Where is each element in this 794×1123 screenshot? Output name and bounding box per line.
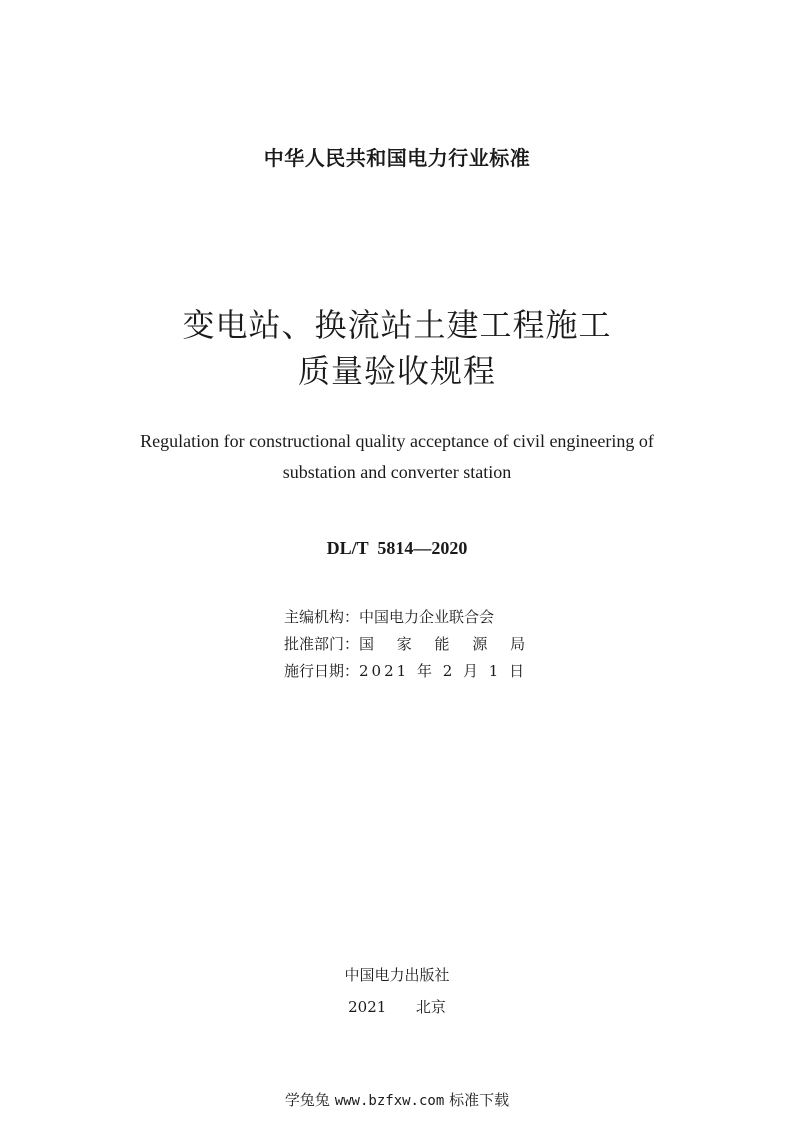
publication-meta <box>284 604 534 685</box>
title-zh-line-2: 质量验收规程 <box>297 352 496 390</box>
standard-number-text: DL/T 5814—2020 <box>326 538 468 558</box>
effective-date-value: 2021 年 2 月 1 日 <box>359 662 528 680</box>
approver-value: 国 家 能 源 局 <box>359 635 535 653</box>
document-title-en <box>0 426 794 488</box>
compiler-label: 主编机构： <box>284 608 360 626</box>
issuer-heading: 中华人民共和国电力行业标准 <box>263 146 531 170</box>
footer-prefix: 学兔兔 <box>284 1091 330 1109</box>
footer-url-link[interactable]: www.bzfxw.com <box>334 1093 445 1109</box>
effective-date-label: 施行日期： <box>284 662 360 680</box>
download-footer <box>0 1088 794 1113</box>
document-title-zh <box>0 302 794 394</box>
compiler-row <box>284 604 534 631</box>
title-en-line-2: substation and converter station <box>282 462 512 482</box>
title-en-line-1: Regulation for constructional quality acceptance of civil engineering of <box>140 431 654 451</box>
footer-suffix: 标准下载 <box>449 1091 510 1109</box>
publisher-name: 中国电力出版社 <box>344 966 450 984</box>
title-zh-line-1: 变电站、换流站土建工程施工 <box>182 306 612 344</box>
compiler-value: 中国电力企业联合会 <box>359 608 495 626</box>
approver-row <box>284 631 534 658</box>
approver-label: 批准部门： <box>284 635 360 653</box>
year-place-text: 2021 北京 <box>348 998 446 1016</box>
effective-date-row <box>284 658 534 685</box>
standard-number <box>0 536 794 560</box>
publication-year-place <box>0 995 794 1019</box>
